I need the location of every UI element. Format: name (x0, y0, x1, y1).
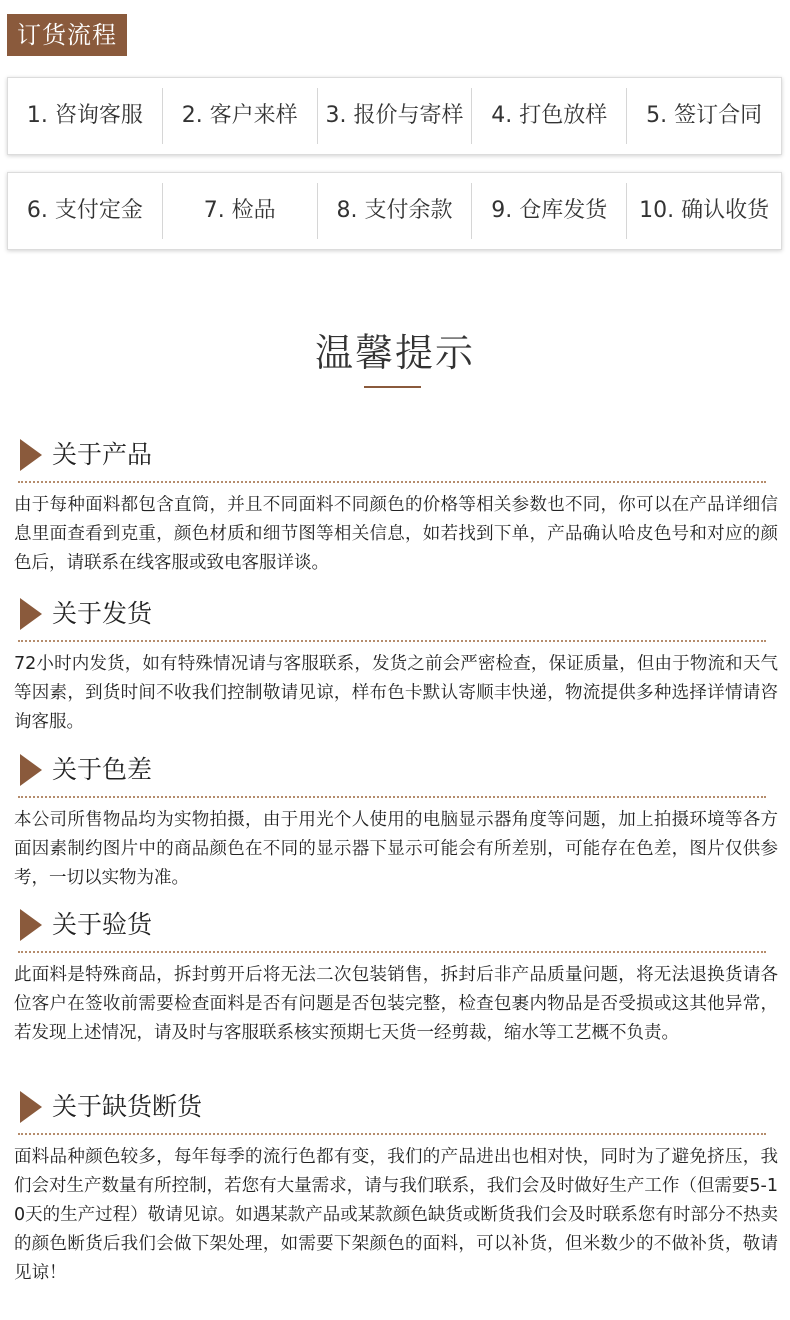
dotted-divider (18, 640, 766, 642)
triangle-icon (20, 754, 42, 786)
dotted-divider (18, 951, 766, 953)
section-inspection (14, 907, 778, 1048)
section-title: 关于发货 (52, 599, 153, 628)
section-title: 关于产品 (52, 440, 153, 469)
triangle-icon (20, 909, 42, 941)
step-consult: 1. 咨询客服 (8, 88, 163, 144)
section-body: 面料品种颜色较多，每年每季的流行色都有变，我们的产品进出也相对快，同时为了避免挤压，我们会对生产数量有所控制，若您有大量需求，请与我们联系，我们会及时做好生产工作（但需要5-10天的生产过程）敬请见谅。如遇某款产品或某款颜色缺货或断货我们会及时联系您有时部分不热卖的颜色断货后我们会做下架处理，如需要下架颜色的面料，可以补货，但米数少的不做补货，敬请见谅！ (14, 1147, 778, 1283)
section-title: 关于验货 (52, 910, 153, 939)
heading-underline (364, 386, 421, 388)
triangle-icon (20, 439, 42, 471)
step-sample: 2. 客户来样 (163, 88, 318, 144)
step-balance: 8. 支付余款 (318, 183, 473, 239)
section-product (14, 437, 778, 578)
step-confirm: 10. 确认收货 (639, 198, 770, 223)
section-title: 关于缺货断货 (52, 1092, 203, 1121)
section-body: 由于每种面料都包含直筒，并且不同面料不同颜色的价格等相关参数也不同，你可以在产品详细信息里面查看到克重，颜色材质和细节图等相关信息，如若找到下单，产品确认哈皮色号和对应的颜色后，请联系在线客服或致电客服详谈。 (14, 495, 778, 573)
step-ship: 9. 仓库发货 (472, 183, 627, 239)
section-shipping (14, 596, 778, 737)
order-process-tag: 订货流程 (7, 14, 127, 56)
section-title: 关于色差 (52, 755, 153, 784)
section-color-diff (14, 752, 778, 893)
step-inspect: 7. 检品 (163, 183, 318, 239)
section-body: 此面料是特殊商品，拆封剪开后将无法二次包装销售，拆封后非产品质量问题，将无法退换货请各位客户在签收前需要检查面料是否有问题是否包装完整，检查包裹内物品是否受损或这其他异常，若发现上述情况，请及时与客服联系核实预期七天货一经剪裁，缩水等工艺概不负责。 (14, 965, 778, 1043)
step-contract: 5. 签订合同 (646, 103, 763, 128)
step-deposit: 6. 支付定金 (8, 183, 163, 239)
dotted-divider (18, 1133, 766, 1135)
dotted-divider (18, 481, 766, 483)
process-steps-row-1 (7, 77, 782, 155)
section-body: 本公司所售物品均为实物拍摄，由于用光个人使用的电脑显示器角度等问题，加上拍摄环境等各方面因素制约图片中的商品颜色在不同的显示器下显示可能会有所差别，可能存在色差，图片仅供参考，一切以实物为准。 (14, 810, 778, 888)
triangle-icon (20, 1091, 42, 1123)
section-body: 72小时内发货，如有特殊情况请与客服联系，发货之前会严密检查，保证质量，但由于物流和天气等因素，到货时间不收我们控制敬请见谅，样布色卡默认寄顺丰快递，物流提供多种选择详情请咨询客服。 (14, 654, 778, 732)
process-steps-row-2 (7, 172, 782, 250)
tips-heading: 温馨提示 (314, 331, 475, 375)
step-color-proof: 4. 打色放样 (472, 88, 627, 144)
triangle-icon (20, 598, 42, 630)
dotted-divider (18, 796, 766, 798)
step-quote: 3. 报价与寄样 (318, 88, 473, 144)
section-out-of-stock (14, 1089, 778, 1288)
